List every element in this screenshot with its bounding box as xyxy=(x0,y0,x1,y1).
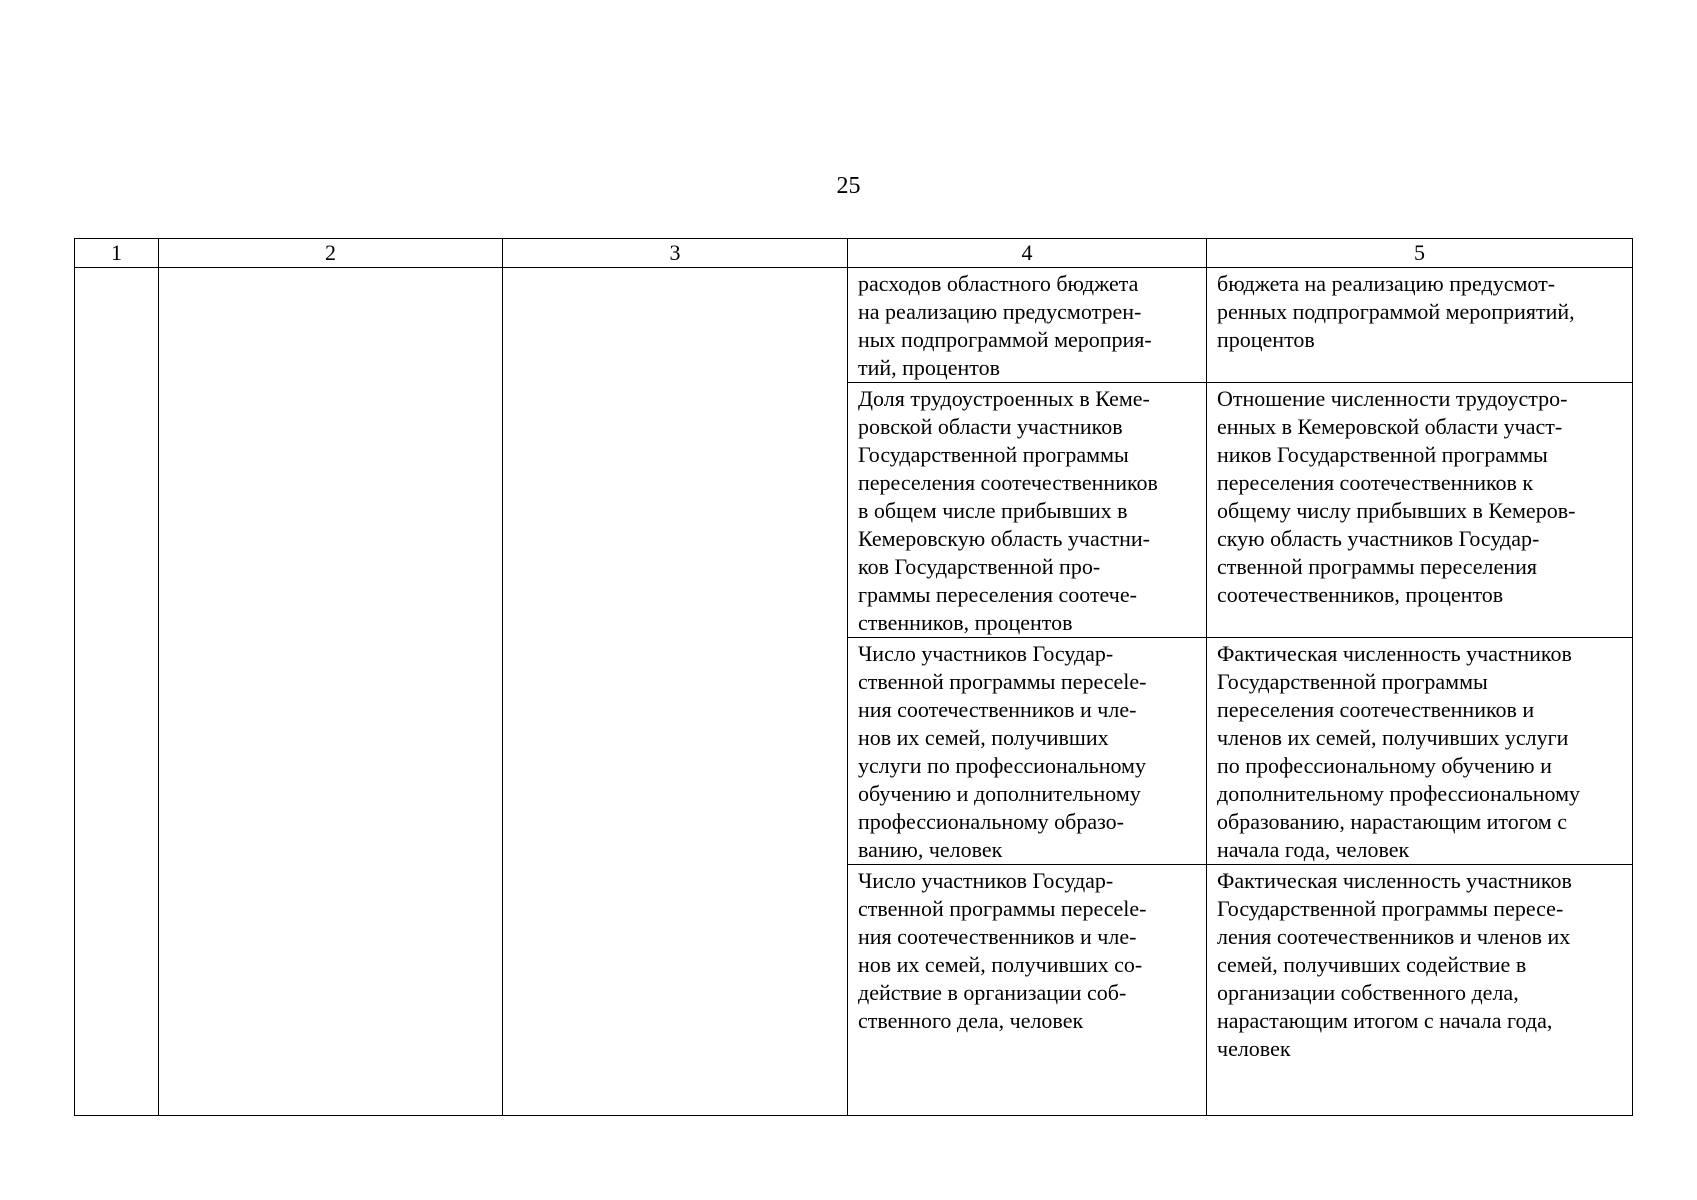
column-header-2: 2 xyxy=(159,239,503,268)
method-text: Фактическая численность участников Государственной программы пересе- ления соотечественников и членов их семей, получивших содействие в организации собственного дела, нарастающим итогом с начала года, человек xyxy=(1217,868,1572,1061)
method-cell xyxy=(1207,268,1633,383)
indicator-cell xyxy=(848,865,1207,1116)
column-header-3: 3 xyxy=(503,239,848,268)
method-text: бюджета на реализацию предусмот- ренных подпрограммой мероприятий, процентов xyxy=(1217,271,1575,352)
cell-col-1 xyxy=(75,268,159,1116)
method-cell xyxy=(1207,383,1633,638)
indicator-cell xyxy=(848,638,1207,865)
indicator-text: Доля трудоустроенных в Кеме- ровской области участников Государственной программы переселения соотечественников в общем числе прибывших в Кемеровскую область участни- ков Государственной про- граммы переселения соотече- ственников, процентов xyxy=(858,386,1158,635)
indicator-text: расходов областного бюджета на реализацию предусмотрен- ных подпрограммой мероприя- тий, процентов xyxy=(858,271,1152,380)
indicator-text: Число участников Государ- ственной программы пересele- ния соотечественников и чле- нов их семей, получивших услуги по профессиональному обучению и дополнительному профессиональному образо- ванию, человек xyxy=(858,641,1147,862)
indicator-cell xyxy=(848,268,1207,383)
table-row xyxy=(75,268,1633,383)
page-number: 25 xyxy=(836,173,861,199)
column-header-1: 1 xyxy=(75,239,159,268)
cell-col-3 xyxy=(503,268,848,1116)
indicators-table xyxy=(74,238,1633,1116)
cell-col-2 xyxy=(159,268,503,1116)
indicator-cell xyxy=(848,383,1207,638)
column-header-5: 5 xyxy=(1207,239,1633,268)
column-header-4: 4 xyxy=(848,239,1207,268)
method-cell xyxy=(1207,638,1633,865)
method-text: Отношение численности трудоустро- енных в Кемеровской области участ- ников Государственной программы переселения соотечественников к общему числу прибывших в Кемеров- скую область участников Государ- ственной программы переселения соотечественников, процентов xyxy=(1217,386,1576,607)
method-cell xyxy=(1207,865,1633,1116)
method-text: Фактическая численность участников Государственной программы переселения соотечественников и членов их семей, получивших услуги по профессиональному обучению и дополнительному профессиональному образованию, нарастающим итогом с начала года, человек xyxy=(1217,641,1581,862)
table-header-row xyxy=(75,239,1633,268)
indicator-text: Число участников Государ- ственной программы пересele- ния соотечественников и чле- нов их семей, получивших со- действие в организации соб- ственного дела, человек xyxy=(858,868,1147,1033)
